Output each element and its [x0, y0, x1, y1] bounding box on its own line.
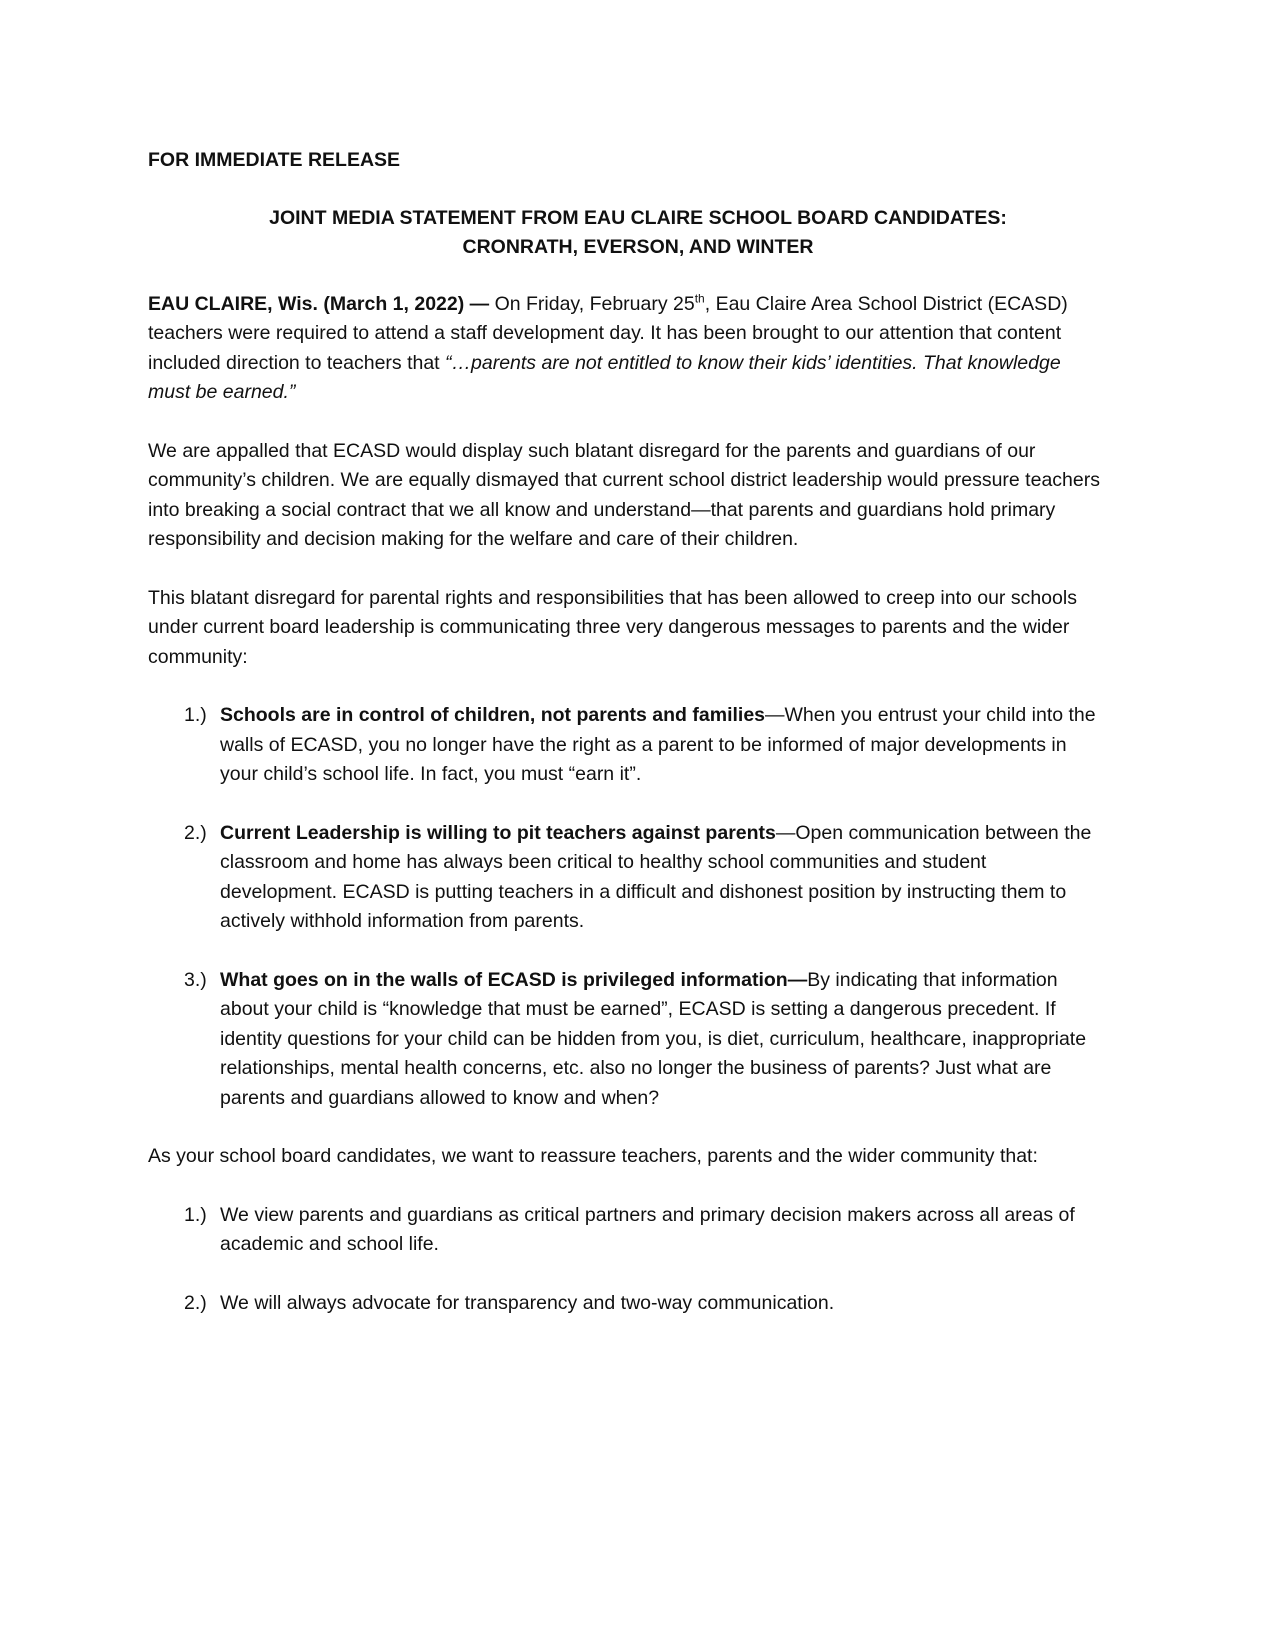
dateline-text-2: , Eau Claire Area School District (ECASD) teachers were required to attend a staff development day. It has been brought to our attention that content included direction to teachers that — [148, 292, 1068, 374]
list-number: 1.) — [184, 1203, 207, 1226]
list-item-heading: Schools are in control of children, not parents and families — [220, 704, 766, 726]
list-item-heading: What goes on in the walls of ECASD is privileged information— — [220, 968, 808, 991]
dateline-paragraph — [148, 290, 1108, 408]
list-item-text: We will always advocate for transparency and two-way communication. — [220, 1291, 835, 1314]
list-item — [148, 1201, 1108, 1260]
list-item — [148, 1289, 1108, 1319]
list-item-text: —When you entrust your child into the walls of ECASD, you no longer have the right as a parent to be informed of major developments in your child’s school life. In fact, you must “earn it”. — [220, 704, 1096, 785]
dateline-lead: EAU CLAIRE, Wis. (March 1, 2022) — — [148, 292, 490, 315]
list-number: 2.) — [184, 821, 207, 844]
dateline-text-1: On Friday, February 25 — [489, 292, 695, 315]
list-number: 1.) — [184, 704, 207, 726]
document-body — [148, 146, 1108, 1347]
headline-line-2: CRONRATH, EVERSON, AND WINTER — [462, 236, 814, 258]
list-item — [148, 966, 1108, 1114]
list-item-text: By indicating that information about your child is “knowledge that must be earned”, ECASD is setting a dangerous precedent. If identity questions for your child can be hidden from you, is diet, curriculum, healthcare, inappropriate relationships, mental health concerns, etc. also no longer the business of parents? Just what are parents and guardians allowed to know and when? — [220, 968, 1087, 1109]
list-number: 2.) — [184, 1291, 207, 1314]
list-item — [148, 819, 1108, 937]
dateline-quote: “…parents are not entitled to know their kids’ identities. That knowledge must be earned.” — [148, 351, 1061, 403]
dangerous-messages-list — [148, 701, 1108, 1113]
list-item-text: We view parents and guardians as critical partners and primary decision makers across all areas of academic and school life. — [220, 1203, 1075, 1255]
list-item — [148, 701, 1108, 790]
list-number: 3.) — [184, 968, 207, 991]
commitments-list — [148, 1201, 1108, 1319]
headline-line-1: JOINT MEDIA STATEMENT FROM EAU CLAIRE SCHOOL BOARD CANDIDATES: — [269, 206, 1007, 229]
release-label: FOR IMMEDIATE RELEASE — [148, 149, 401, 171]
headline — [148, 204, 1108, 263]
list-item-text: —Open communication between the classroom and home has always been critical to healthy school communities and student development. ECASD is putting teachers in a difficult and dishonest position by instructing them to actively withhold information from parents. — [220, 821, 1092, 932]
paragraph-appalled: We are appalled that ECASD would display such blatant disregard for the parents and guardians of our community’s children. We are equally dismayed that current school district leadership would pressure teachers into breaking a social contract that we all know and understand—that parents and guardians hold primary responsibility and decision making for the welfare and care of their children. — [148, 439, 1100, 550]
dateline-superscript: th — [694, 291, 705, 305]
paragraph-reassure: As your school board candidates, we want to reassure teachers, parents and the wider community that: — [148, 1145, 1038, 1167]
paragraph-disregard: This blatant disregard for parental rights and responsibilities that has been allowed to creep into our schools under current board leadership is communicating three very dangerous messages to parents and the wider community: — [148, 586, 1077, 668]
list-item-heading: Current Leadership is willing to pit teachers against parents — [220, 821, 776, 844]
